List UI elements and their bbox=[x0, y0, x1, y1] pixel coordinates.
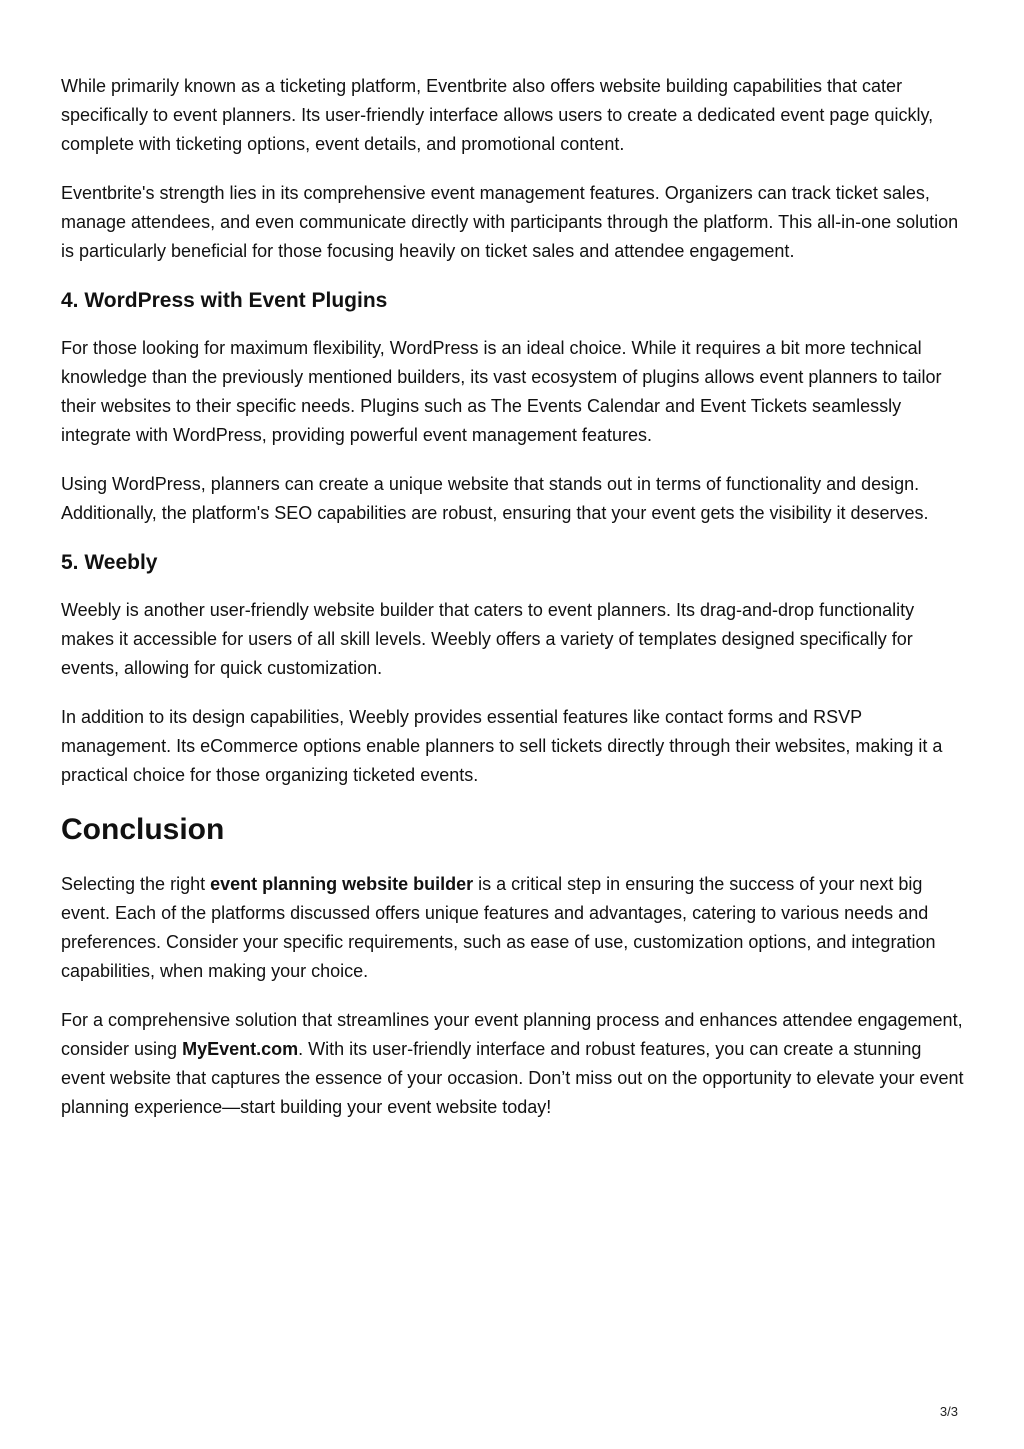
document-body bbox=[61, 72, 967, 1142]
weebly-paragraph-2: In addition to its design capabilities, Weebly provides essential features like contact forms and RSVP management. Its eCommerce options enable planners to sell tickets directly through their websites, making it a practical choice for those organizing ticketed events. bbox=[61, 707, 943, 785]
wordpress-paragraph-1: For those looking for maximum flexibility, WordPress is an ideal choice. While it requires a bit more technical knowledge than the previously mentioned builders, its vast ecosystem of plugins allows event planners to tailor their websites to their specific needs. Plugins such as The Events Calendar and Event Tickets seamlessly integrate with WordPress, providing powerful event management features. bbox=[61, 338, 942, 445]
weebly-heading: 5. Weebly bbox=[61, 551, 158, 574]
conclusion-p2-text-end: . With its user-friendly interface and robust features, you can create a stunning event website that captures the essence of your occasion. Don’t miss out on the opportunity to elevate your event planning experience—start building your event website today! bbox=[61, 1039, 964, 1117]
conclusion-p1-text-end: is a critical step in ensuring the success of your next big event. Each of the platforms discussed offers unique features and advantages, catering to various needs and preferences. Consider your specific requirements, such as ease of use, customization options, and integration capabilities, when making your choice. bbox=[61, 874, 936, 981]
conclusion-p2-text-start: For a comprehensive solution that streamlines your event planning process and enhances attendee engagement, consider using bbox=[61, 1010, 963, 1059]
conclusion-paragraph-1 bbox=[61, 870, 967, 986]
conclusion-p2-bold-brand: MyEvent.com bbox=[182, 1039, 299, 1059]
conclusion-heading: Conclusion bbox=[61, 813, 225, 846]
conclusion-p1-bold-keyword: event planning website builder bbox=[210, 874, 474, 894]
wordpress-heading: 4. WordPress with Event Plugins bbox=[61, 289, 388, 312]
conclusion-p1-text-start: Selecting the right bbox=[61, 874, 211, 894]
eventbrite-paragraph-1: While primarily known as a ticketing platform, Eventbrite also offers website building capabilities that cater specifically to event planners. Its user-friendly interface allows users to create a dedicated event page quickly, complete with ticketing options, event details, and promotional content. bbox=[61, 76, 934, 154]
weebly-paragraph-1: Weebly is another user-friendly website builder that caters to event planners. Its drag-and-drop functionality makes it accessible for users of all skill levels. Weebly offers a variety of templates designed specifically for events, allowing for quick customization. bbox=[61, 600, 915, 678]
conclusion-paragraph-2 bbox=[61, 1006, 967, 1122]
page-number: 3/3 bbox=[939, 1404, 958, 1419]
wordpress-paragraph-2: Using WordPress, planners can create a unique website that stands out in terms of functionality and design. Additionally, the platform's SEO capabilities are robust, ensuring that your event gets the visibility it deserves. bbox=[61, 474, 929, 523]
eventbrite-paragraph-2: Eventbrite's strength lies in its comprehensive event management features. Organizers can track ticket sales, manage attendees, and even communicate directly with participants through the platform. This all-in-one solution is particularly beneficial for those focusing heavily on ticket sales and attendee engagement. bbox=[61, 183, 959, 261]
